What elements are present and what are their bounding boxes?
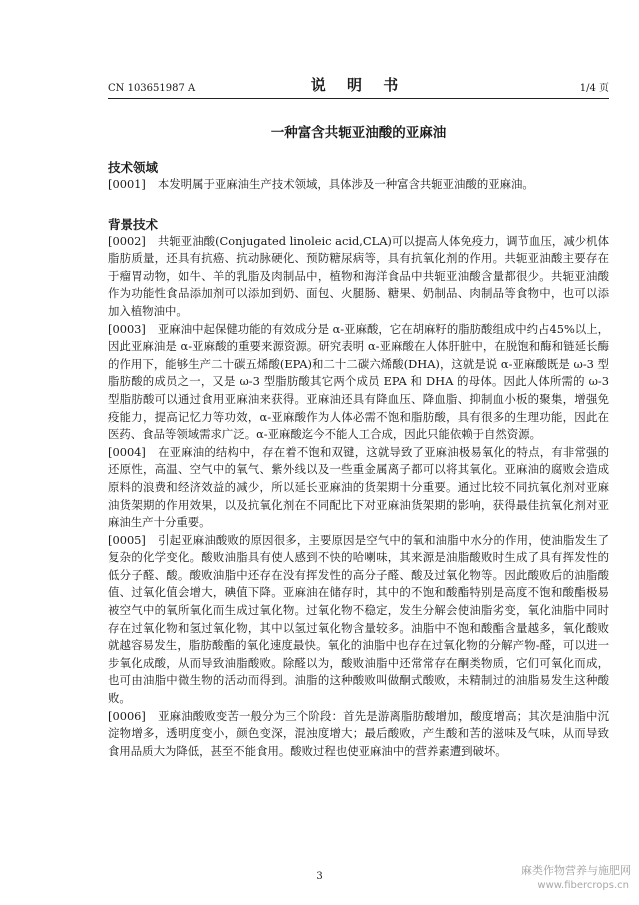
paragraph-0006	[108, 708, 609, 761]
page-number: 3	[316, 871, 323, 882]
paragraph-text: 本发明属于亚麻油生产技术领域，具体涉及一种富含共轭亚油酸的亚麻油。	[157, 177, 534, 191]
paragraph-number: [0004]	[108, 444, 146, 459]
paragraph-text: 引起亚麻油酸败的原因很多，主要原因是空气中的氧和油脂中水分的作用，使油脂发生了复杂的化学变化。酸败油脂具有使人感到不快的哈喇味，其来源是油脂酸败时生成了具有挥发性的低分子醛、酸。酸败油脂中还存在没有挥发性的高分子醛、酸及过氧化物等。因此酸败后的油脂酸值、过氧化值会增大，碘值下降。亚麻油在储存时，其中的不饱和酸酯特别是高度不饱和酸酯极易被空气中的氧所氧化而生成过氧化物。过氧化物不稳定，发生分解会使油脂劣变，氧化油脂中同时存在过氧化物和氢过氧化物，其中以氢过氧化物含量较多。油脂中不饱和酸酯含量越多，氧化酸败就越容易发生，脂肪酸酯的氧化速度最快。氧化的油脂中也存在过氧化物的分解产物-醛，可以进一步氧化成酸，从而导致油脂酸败。除醛以为，酸败油脂中还常常存在酮类物质，它们可氧化而成，也可由油脂中微生物的活动而得到。油脂的这种酸败叫做酮式酸败，未精制过的油脂易发生这种酸败。	[108, 532, 609, 706]
paragraph-0002	[108, 233, 609, 321]
paragraph-0004	[108, 444, 609, 532]
paragraph-text: 在亚麻油的结构中，存在着不饱和双键，这就导致了亚麻油极易氧化的特点，有非常强的还原性，高温、空气中的氧气、紫外线以及一些重金属离子都可以将其氧化。亚麻油的腐败会造成原料的浪费和经济效益的减少，所以延长亚麻油的货架期十分重要。通过比较不同抗氧化剂对亚麻油货架期的作用效果，以及抗氧化剂在不同配比下对亚麻油货架期的影响，获得最佳抗氧化剂对亚麻油生产十分重要。	[108, 444, 609, 530]
section-background-art	[108, 216, 609, 761]
page-count: 1/4 页	[579, 83, 609, 94]
paragraph-text: 亚麻油中起保健功能的有效成分是 α-亚麻酸，它在胡麻籽的脂肪酸组成中约占45%以上，因此亚麻油是 α-亚麻酸的重要来源资源。研究表明 α-亚麻酸在人体肝脏中，在脱饱和酶和链延长酶的作用下，能够生产二十碳五烯酸(EPA)和二十二碳六烯酸(DHA)，这就是说 α-亚麻酸既是 ω-3 型脂肪酸的成员之一，又是 ω-3 型脂肪酸其它两个成员 EPA 和 DHA 的母体。因此人体所需的 ω-3 型脂肪酸可以通过食用亚麻油来获得。亚麻油还具有降血压、降血脂、抑制血小板的聚集，增强免疫能力，提高记忆力等功效，α-亚麻酸作为人体必需不饱和脂肪酸，具有很多的生理功能，因此在医药、食品等领域需求广泛。α-亚麻酸迄今不能人工合成，因此只能依赖于自然资源。	[108, 321, 609, 442]
paragraph-0001	[108, 176, 609, 194]
document-type: 说 明 书	[310, 76, 407, 94]
paragraph-number: [0003]	[108, 321, 146, 336]
page-header	[108, 64, 609, 99]
watermark-url: www.fibercrops.cn	[537, 880, 629, 891]
document-title: 一种富含共轭亚油酸的亚麻油	[270, 125, 447, 141]
paragraph-number: [0005]	[108, 532, 146, 547]
section-heading: 技术领域	[108, 160, 159, 175]
watermark-site-name: 麻类作物营养与施肥网	[521, 864, 631, 877]
paragraph-text: 共轭亚油酸(Conjugated linoleic acid,CLA)可以提高人体免疫力，调节血压，减少机体脂肪质量，还具有抗癌、抗动脉硬化、预防糖尿病等，具有抗氧化剂的作用。共轭亚油酸主要存在于瘤胃动物，如牛、羊的乳脂及肉制品中，植物和海洋食品中共轭亚油酸含量都很少。共轭亚油酸作为功能性食品添加剂可以添加到奶、面包、火腿肠、糖果、奶制品、肉制品等食物中，也可以添加入植物油中。	[108, 233, 609, 318]
paragraph-0003	[108, 321, 609, 444]
paragraph-0005	[108, 532, 609, 708]
section-heading: 背景技术	[108, 216, 159, 232]
section-technical-field	[108, 159, 609, 194]
document-body	[108, 159, 609, 760]
patent-number: CN 103651987 A	[108, 83, 196, 94]
paragraph-text: 亚麻油酸败变苦一般分为三个阶段：首先是游离脂肪酸增加，酸度增高；其次是油脂中沉淀物增多，透明度变小，颜色变深，混浊度增大；最后酸败，产生酸和苦的滋味及气味，从而导致食用品质大为降低，甚至不能食用。酸败过程也使亚麻油中的营养素遭到破坏。	[108, 708, 609, 758]
paragraph-number: [0006]	[108, 708, 146, 723]
paragraph-number: [0001]	[108, 177, 146, 191]
paragraph-number: [0002]	[108, 233, 146, 248]
